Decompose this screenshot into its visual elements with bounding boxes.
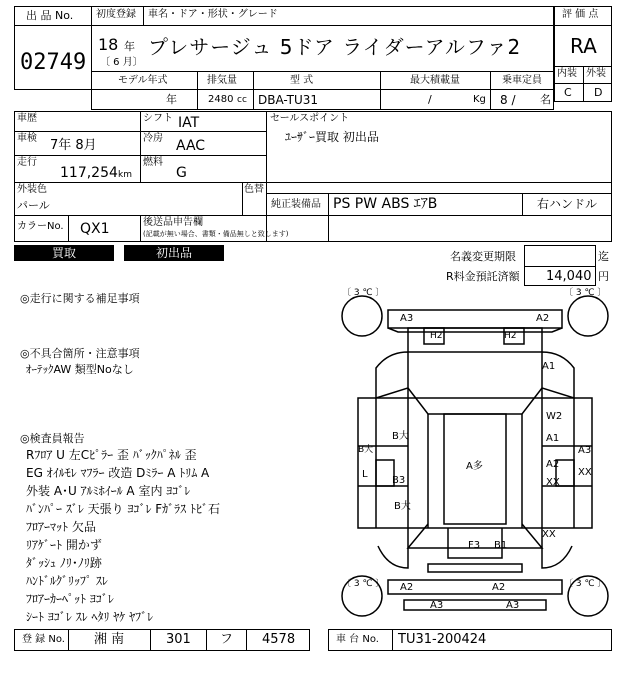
recycle-unit: 円: [598, 270, 609, 283]
color-change-label: 色替: [244, 184, 264, 195]
mark-left-b-big-side: B大: [358, 445, 374, 455]
genuine-label: 純正装備品: [271, 199, 321, 210]
load-unit: Kg: [473, 94, 486, 105]
mark-rear-xx: XX: [542, 529, 556, 540]
mark-rear-bumper-left: A2: [400, 582, 414, 593]
inspector-line: ﾊﾞﾝﾊﾟｰ ｽﾞﾚ 天張り ﾖｺﾞﾚ Fｶﾞﾗｽ ﾄﾋﾞ石: [26, 502, 220, 516]
inspector-line: EG ｵｲﾙﾓﾚ ﾏﾌﾗｰ 改造 Dﾐﾗｰ A ﾄﾘﾑ A: [26, 466, 210, 480]
name-change-unit: 迄: [598, 250, 609, 263]
year-value: 18: [98, 35, 119, 54]
shift-label: シフト: [143, 113, 173, 124]
mark-rear-f3: F3: [468, 540, 481, 551]
mark-right-fender: A1: [542, 361, 556, 372]
inspector-line: 外装 A･U ｱﾙﾐﾎｲｰﾙ A 室内 ﾖｺﾞﾚ: [26, 484, 191, 498]
car-outline: [338, 288, 612, 628]
mileage-label: 走行: [17, 157, 37, 168]
displacement-unit: cc: [237, 95, 247, 105]
mark-right-door-w2: W2: [546, 411, 563, 422]
corner-label-tl: 〔 3 ℃ 〕: [342, 288, 385, 298]
car-diagram: [338, 288, 612, 628]
mark-right-side-a3: A3: [578, 445, 592, 456]
sales-point-value: ﾕｰｻﾞｰ買取 初出品: [285, 130, 379, 144]
corner-label-br: 〔 3 ℃ 〕: [564, 579, 607, 589]
model-year-label: モデル年式: [118, 75, 168, 86]
load-slash: /: [428, 93, 432, 106]
inspector-line: ﾀﾞｯｼｭ ﾉﾘ･ﾉﾘ跡: [26, 556, 102, 570]
mark-roof-a-big: A多: [466, 461, 483, 472]
model-code: DBA-TU31: [258, 93, 319, 107]
reg-class: 301: [166, 632, 191, 647]
inspection-value: 7年 8月: [50, 138, 97, 153]
name-change-label: 名義変更期限: [450, 250, 516, 263]
exterior-score: D: [594, 86, 603, 99]
aftermarket-label: 後送品申告欄: [143, 217, 203, 228]
max-load-label: 最大積載量: [410, 75, 460, 86]
mark-front-bumper-left: A3: [400, 313, 414, 324]
capacity-label: 乗車定員: [502, 75, 542, 86]
mark-rear-b1: B1: [494, 540, 508, 551]
fuel-value: G: [176, 165, 187, 181]
mark-right-door-a1: A1: [546, 433, 560, 444]
shift-value: IAT: [178, 115, 200, 131]
mark-rear-bumper-right: A2: [492, 582, 506, 593]
name-label: 車名・ドア・形状・グレード: [148, 9, 278, 20]
inspector-line: ﾊﾝﾄﾞﾙｸﾞﾘｯﾌﾟ ｽﾚ: [26, 574, 108, 588]
mark-rear-bottom-right: A3: [506, 600, 520, 611]
mark-front-bumper-right: A2: [536, 313, 550, 324]
mark-left-b-big-bottom: B大: [394, 501, 411, 512]
eval-score: RA: [570, 34, 597, 58]
color-no-value: QX1: [80, 221, 110, 237]
mark-left-b3: B3: [392, 475, 406, 486]
fuel-label: 燃料: [143, 157, 163, 168]
defects-line: ｵｰﾃｯｸAW 類型Noなし: [26, 363, 134, 376]
inspection-label: 車検: [17, 133, 37, 144]
mark-h2-right: H2: [504, 331, 517, 341]
name-change-box: [524, 245, 596, 267]
interior-label: 内装: [557, 68, 577, 79]
car-name: プレサージュ 5ドア ライダーアルファ2: [148, 35, 522, 59]
inspector-title: ◎検査員報告: [20, 432, 85, 445]
mileage-value: 117,254: [60, 165, 118, 181]
sales-point-label: セールスポイント: [270, 113, 350, 124]
history-label: 車歴: [17, 113, 37, 124]
type-label: 型 式: [290, 75, 314, 86]
month-value: 〔 6 月〕: [100, 57, 143, 68]
reg-label: 登 録 No.: [22, 634, 65, 645]
mark-right-side-xx: XX: [578, 467, 592, 478]
recycle-value: 14,040: [546, 269, 592, 284]
inspector-line: ﾘｱｹﾞｰﾄ 開かず: [26, 538, 102, 552]
exterior-label: 外装: [586, 68, 606, 79]
model-year-unit: 年: [166, 93, 177, 106]
ac-value: AAC: [176, 138, 206, 154]
chassis-value: TU31-200424: [398, 632, 487, 647]
driving-title: ◎走行に関する補足事項: [20, 292, 140, 305]
mark-rear-bottom-left: A3: [430, 600, 444, 611]
displacement-value: 2480: [208, 94, 234, 105]
mark-right-rear-a2: A2: [546, 459, 560, 470]
first-reg-label: 初度登録: [96, 9, 136, 20]
displacement-label: 排気量: [207, 75, 237, 86]
corner-label-bl: 〔 3 ℃ 〕: [342, 579, 385, 589]
lot-label: 出 品 No.: [26, 9, 74, 22]
chassis-label: 車 台 No.: [336, 634, 379, 645]
reg-number: 4578: [262, 632, 296, 647]
lot-number: 02749: [20, 50, 87, 75]
aftermarket-note: (記載が無い場合、書類・備品無しと致します): [143, 230, 289, 238]
first-listing-tag: 初出品: [124, 245, 224, 261]
color-no-label: カラーNo.: [17, 221, 64, 232]
reg-kana: フ: [220, 632, 234, 647]
exterior-color-label: 外装色: [17, 184, 47, 195]
ac-label: 冷房: [143, 133, 163, 144]
mark-left-l: L: [362, 469, 368, 480]
capacity-value: 8 /: [500, 93, 516, 107]
mark-left-b-big-top: B大: [392, 431, 409, 442]
reg-area: 湘 南: [94, 632, 125, 647]
purchase-tag: 買取: [14, 245, 114, 261]
interior-score: C: [564, 86, 572, 99]
inspector-line: ﾌﾛｱｰﾏｯﾄ 欠品: [26, 520, 96, 534]
corner-label-tr: 〔 3 ℃ 〕: [564, 288, 607, 298]
year-unit: 年: [124, 40, 135, 53]
recycle-label: R料金預託済額: [446, 270, 520, 283]
mark-right-rear-xx: XX: [546, 477, 560, 488]
exterior-color-value: パール: [17, 199, 50, 212]
inspector-line: ﾌﾛｱｰｶｰﾍﾟｯﾄ ﾖｺﾞﾚ: [26, 592, 114, 606]
genuine-value: PS PW ABS ｴｱB: [333, 196, 438, 212]
mark-h2-left: H2: [430, 331, 443, 341]
defects-title: ◎不具合箇所・注意事項: [20, 347, 140, 360]
eval-label: 評 価 点: [562, 9, 599, 20]
mileage-unit: km: [118, 170, 132, 180]
steering-value: 右ハンドル: [537, 197, 598, 211]
inspector-line: Rﾌﾛｱ U 左Cﾋﾟﾗｰ 歪 ﾊﾞｯｸﾊﾟﾈﾙ 歪: [26, 448, 197, 462]
capacity-unit: 名: [540, 93, 551, 106]
inspector-line: ｼｰﾄ ﾖｺﾞﾚ ｽﾚ ﾍﾀﾘ ﾔｹ ﾔﾌﾞﾚ: [26, 610, 154, 624]
